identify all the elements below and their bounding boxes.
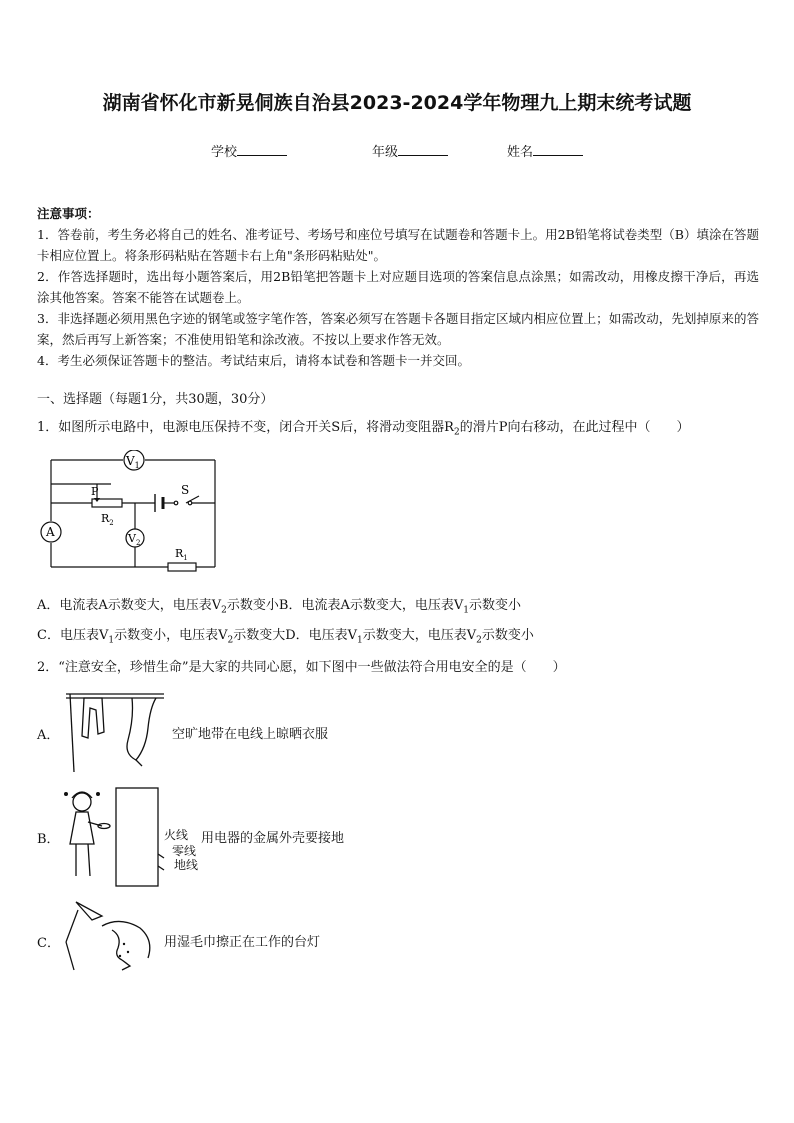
q1-option-c[interactable]: C．电压表$V_1$示数变小，电压表$V_2$示数变大 [37, 628, 286, 646]
grade-field[interactable] [372, 141, 448, 160]
q2-option-a-label[interactable]: A． [37, 728, 60, 743]
q1-option-d[interactable]: D．电压表$V_1$示数变大，电压表$V_2$示数变小 [285, 628, 534, 646]
clothesline-illustration [62, 688, 167, 778]
school-blank[interactable] [237, 143, 287, 156]
q1-option-a[interactable]: A．电流表A示数变大，电压表$V_2$示数变小 [37, 598, 279, 616]
slider-p-label: P [91, 485, 99, 498]
neutral-wire-label: 零线 [172, 844, 197, 858]
q1-options-row-2 [37, 624, 534, 646]
switch-contact-right [188, 501, 192, 505]
switch-s-label: S [181, 483, 190, 497]
ammeter-label: A [46, 525, 55, 539]
name-field[interactable] [507, 141, 583, 160]
r1-label: $R_1$ [175, 547, 188, 562]
ground-wire-label: 地线 [174, 858, 199, 872]
note-item-3: 3．非选择题必须用黑色字迹的钢笔或签字笔作答，答案必须写在答题卡各题目指定区域内相应位置上；如需改动，先划掉原来的答案，然后再写上新答案；不准使用铅笔和涂改液。不按以上要求作答无效。 [37, 311, 759, 347]
v2-label: $V_2$ [128, 532, 141, 547]
q2-option-b-text: 用电器的金属外壳要接地 [201, 831, 345, 846]
q2-option-b-label[interactable]: B． [37, 832, 60, 847]
question-1-stem [37, 416, 767, 438]
v1-label: $V_1$ [126, 454, 140, 470]
grade-label: 年级 [372, 145, 399, 160]
r1-resistor [168, 563, 196, 571]
note-item-1: 1．答卷前，考生务必将自己的姓名、准考证号、考场号和座位号填写在试题卷和答题卡上。用2B铅笔将试卷类型（B）填涂在答题卡相应位置上。将条形码粘贴在答题卡右上角"条形码粘贴处"。 [37, 227, 759, 263]
note-item-2: 2．作答选择题时，选出每小题答案后，用2B铅笔把答题卡上对应题目选项的答案信息点涂黑；如需改动，用橡皮擦干净后，再选涂其他答案。答案不能答在试题卷上。 [37, 269, 759, 305]
r2-label: $R_2$ [101, 512, 114, 527]
switch-contact-left [174, 501, 178, 505]
notes-heading: 注意事项： [37, 206, 100, 221]
name-label: 姓名 [507, 145, 534, 160]
q1-stem-prefix: 1．如图所示电路中，电源电压保持不变，闭合开关S后，将滑动变阻器R [37, 420, 454, 435]
q2-option-c-label[interactable]: C． [37, 936, 60, 951]
notes-section [37, 203, 759, 371]
school-label: 学校 [211, 145, 238, 160]
b-figure-labels [164, 828, 198, 872]
circuit-diagram [35, 450, 225, 575]
grade-blank[interactable] [398, 143, 448, 156]
q1-option-b[interactable]: B．电流表A示数变大，电压表$V_1$示数变小 [278, 598, 522, 616]
section-heading: 一、选择题（每题1分，共30题，30分） [37, 392, 274, 407]
q1-options-row-1 [37, 594, 521, 616]
question-2-stem: 2．“注意安全，珍惜生命”是大家的共同心愿，如下图中一些做法符合用电安全的是（ ） [37, 660, 566, 675]
slider-arrow-head [94, 498, 100, 502]
q2-option-a-text: 空旷地带在电线上晾晒衣服 [172, 727, 329, 742]
desk-lamp-illustration [62, 896, 162, 974]
q1-stem-sub: 2 [453, 427, 460, 438]
name-blank[interactable] [533, 143, 583, 156]
page-title: 湖南省怀化市新晃侗族自治县2023-2024学年物理九上期末统考试题 [102, 92, 692, 114]
q1-stem-suffix: 的滑片P向右移动，在此过程中（ ） [459, 420, 690, 435]
q2-option-c-text: 用湿毛巾擦正在工作的台灯 [164, 935, 321, 950]
note-item-4: 4．考生必须保证答题卡的整洁。考试结束后，请将本试卷和答题卡一并交回。 [37, 353, 470, 368]
school-field[interactable] [211, 141, 287, 160]
live-wire-label: 火线 [164, 828, 189, 842]
